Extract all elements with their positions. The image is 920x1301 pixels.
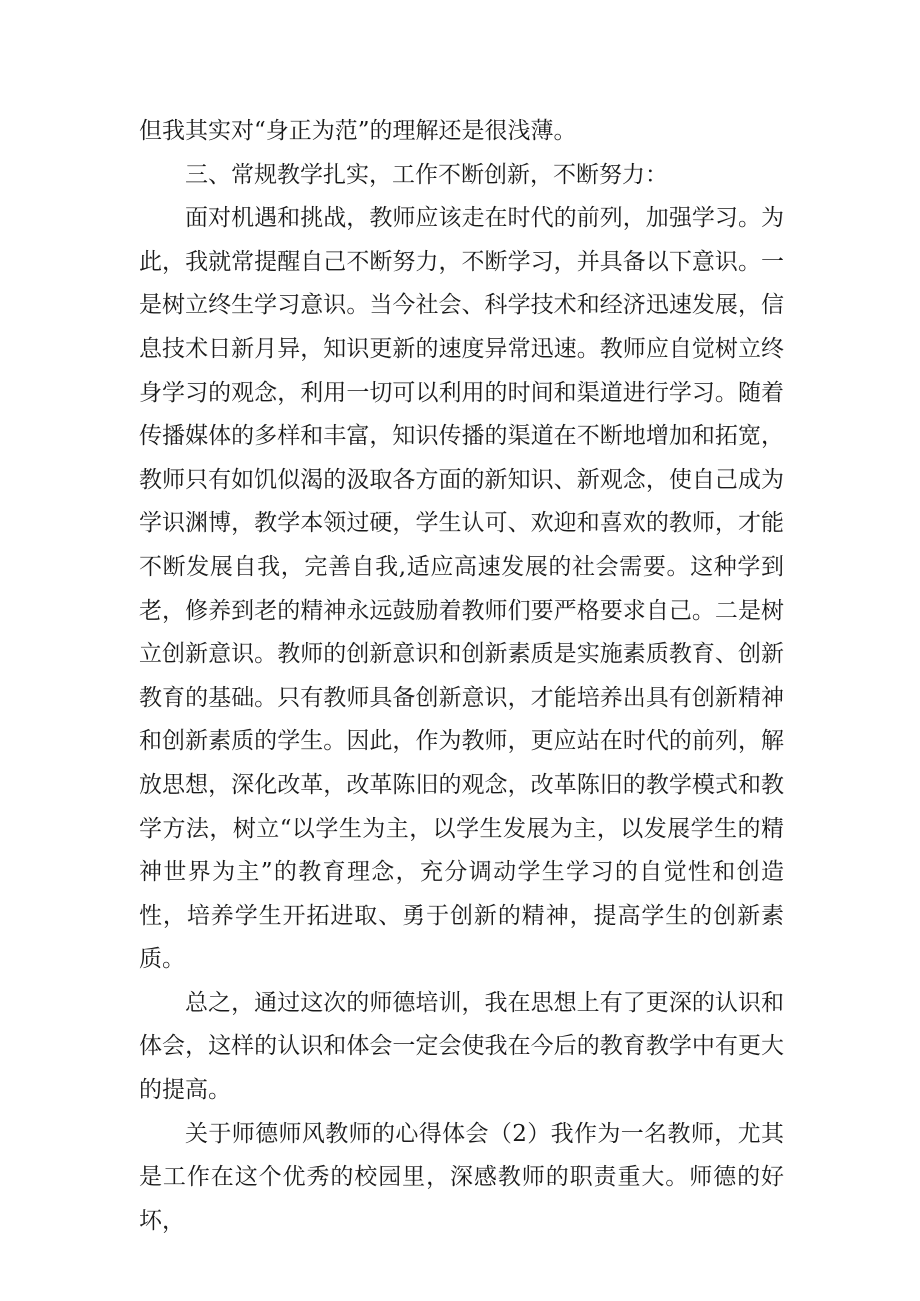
paragraph-continuation: 但我其实对“身正为范”的理解还是很浅薄。: [139, 118, 577, 144]
paragraph-essay-two: 关于师德师风教师的心得体会（2）我作为一名教师，尤其是工作在这个优秀的校园里，深感教师的职责重大。师德的好坏，: [139, 1120, 784, 1234]
body-text: [139, 110, 784, 1243]
paragraph-learning: 面对机遇和挑战，教师应该走在时代的前列，加强学习。为此，我就常提醒自己不断努力，不断学习，并具备以下意识。一是树立终生学习意识。当今社会、科学技术和经济迅速发展，信息技术日新月异，知识更新的速度异常迅速。教师应自觉树立终身学习的观念，利用一切可以利用的时间和渠道进行学习。随着传播媒体的多样和丰富，知识传播的渠道在不断地增加和拓宽，教师只有如饥似渴的汲取各方面的新知识、新观念，使自己成为学识渊博，教学本领过硬，学生认可、欢迎和喜欢的教师，才能不断发展自我，完善自我,适应高速发展的社会需要。这种学到老，修养到老的精神永远鼓励着教师们要严格要求自己。二是树立创新意识。教师的创新意识和创新素质是实施素质教育、创新教育的基础。只有教师具备创新意识，才能培养出具有创新精神和创新素质的学生。因此，作为教师，更应站在时代的前列，解放思想，深化改革，改革陈旧的观念，改革陈旧的教学模式和教学方法，树立“以学生为主，以学生发展为主，以发展学生的精神世界为主”的教育理念，充分调动学生学习的自觉性和创造性，培养学生开拓进取、勇于创新的精神，提高学生的创新素质。: [139, 205, 784, 973]
section-heading-three: 三、常规教学扎实，工作不断创新，不断努力：: [185, 161, 668, 188]
paragraph-conclusion: 总之，通过这次的师德培训，我在思想上有了更深的认识和体会，这样的认识和体会一定会使我在今后的教育教学中有更大的提高。: [139, 989, 784, 1104]
